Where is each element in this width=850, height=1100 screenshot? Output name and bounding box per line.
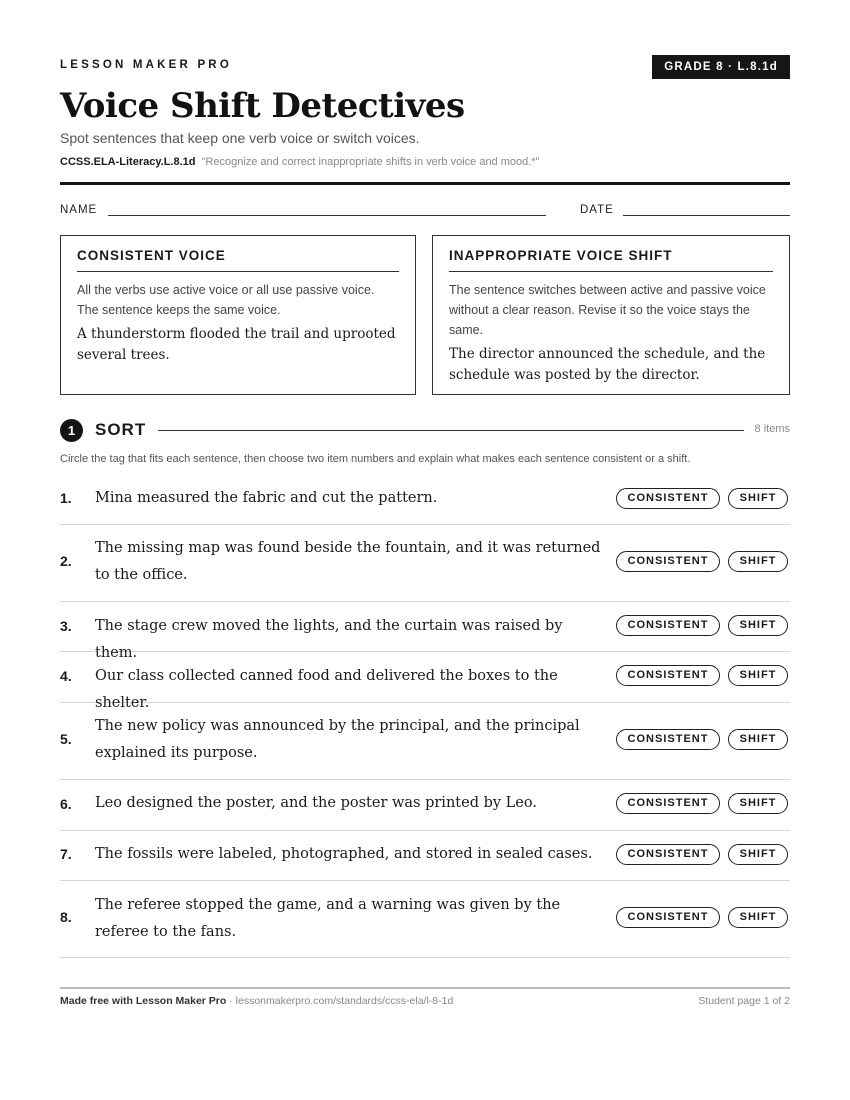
shift-tag[interactable]: SHIFT [728,844,788,865]
sort-item [60,652,790,711]
item-tags [616,551,788,572]
item-tags [616,793,788,814]
item-number: 4. [60,668,72,684]
section-number: 1 [60,419,83,442]
section-title: SORT [95,420,147,439]
page-subtitle: Spot sentences that keep one verb voice or switch voices. [60,130,420,146]
standard-code: CCSS.ELA-Literacy.L.8.1d [60,156,196,168]
footer-made-with: Made free with Lesson Maker Pro [60,995,227,1007]
consistent-box-example: A thunderstorm flooded the trail and uprooted several trees. [77,326,396,363]
item-sentence: Leo designed the poster, and the poster was printed by Leo. [95,795,537,811]
shift-tag[interactable]: SHIFT [728,665,788,686]
section-header [60,418,790,442]
consistent-tag[interactable]: CONSISTENT [616,488,720,509]
page-footer [60,995,790,1007]
item-number: 3. [60,618,72,634]
shift-tag[interactable]: SHIFT [728,793,788,814]
consistent-voice-box [60,235,416,395]
consistent-tag[interactable]: CONSISTENT [616,665,720,686]
item-tags [616,729,788,750]
item-sentence: Our class collected canned food and delivered the boxes to the shelter. [95,668,558,711]
item-count: 8 items [754,423,790,435]
shift-box-description: The sentence switches between active and passive voice without a clear reason. Revise it so the voice stays the same. [449,283,766,337]
item-tags [616,844,788,865]
name-date-row [60,204,790,220]
brand-name: LESSON MAKER PRO [60,59,232,71]
shift-tag[interactable]: SHIFT [728,551,788,572]
footer-url: · lessonmakerpro.com/standards/ccss-ela/l-8-1d [226,995,454,1007]
sort-item [60,780,790,831]
name-field[interactable] [108,215,546,216]
consistent-box-title: CONSISTENT VOICE [77,248,399,272]
standard-line [60,156,540,168]
item-sentence: The missing map was found beside the fountain, and it was returned to the office. [95,540,601,583]
shift-tag[interactable]: SHIFT [728,907,788,928]
date-field[interactable] [623,215,790,216]
sort-item [60,525,790,602]
page-title: Voice Shift Detectives [60,86,465,126]
consistent-tag[interactable]: CONSISTENT [616,551,720,572]
item-number: 2. [60,553,72,569]
item-tags [616,907,788,928]
item-number: 1. [60,490,72,506]
shift-tag[interactable]: SHIFT [728,488,788,509]
shift-box-example: The director announced the schedule, and the schedule was posted by the director. [449,346,766,383]
standard-text: "Recognize and correct inappropriate shifts in verb voice and mood.*" [201,156,540,168]
consistent-tag[interactable]: CONSISTENT [616,729,720,750]
top-bar [60,55,790,79]
consistent-tag[interactable]: CONSISTENT [616,844,720,865]
item-number: 8. [60,909,72,925]
sort-item [60,474,790,525]
item-number: 5. [60,731,72,747]
item-sentence: The new policy was announced by the principal, and the principal explained its purpose. [95,718,580,761]
section-divider [158,430,744,431]
consistent-tag[interactable]: CONSISTENT [616,615,720,636]
item-tags [616,665,788,686]
item-sentence: The fossils were labeled, photographed, and stored in sealed cases. [95,846,593,862]
item-sentence: The stage crew moved the lights, and the curtain was raised by them. [95,618,563,661]
header-divider [60,182,790,185]
item-sentence: Mina measured the fabric and cut the pattern. [95,490,438,506]
section-instructions: Circle the tag that fits each sentence, then choose two item numbers and explain what makes each sentence consistent or a shift. [60,453,691,465]
sort-item [60,881,790,958]
sort-item [60,602,790,661]
shift-tag[interactable]: SHIFT [728,615,788,636]
shift-tag[interactable]: SHIFT [728,729,788,750]
voice-shift-box [432,235,790,395]
consistent-tag[interactable]: CONSISTENT [616,907,720,928]
date-label: DATE [580,204,614,216]
item-number: 7. [60,846,72,862]
shift-box-title: INAPPROPRIATE VOICE SHIFT [449,248,773,272]
worksheet-page [60,0,790,1100]
footer-page-number: Student page 1 of 2 [698,995,790,1007]
item-tags [616,615,788,636]
consistent-box-description: All the verbs use active voice or all use passive voice. The sentence keeps the same voice. [77,283,375,317]
sort-item [60,831,790,881]
item-sentence: The referee stopped the game, and a warning was given by the referee to the fans. [95,897,561,940]
item-number: 6. [60,796,72,812]
item-tags [616,488,788,509]
consistent-tag[interactable]: CONSISTENT [616,793,720,814]
name-label: NAME [60,204,98,216]
sort-item [60,703,790,780]
grade-badge: GRADE 8 · L.8.1d [652,55,790,79]
footer-divider [60,987,790,989]
